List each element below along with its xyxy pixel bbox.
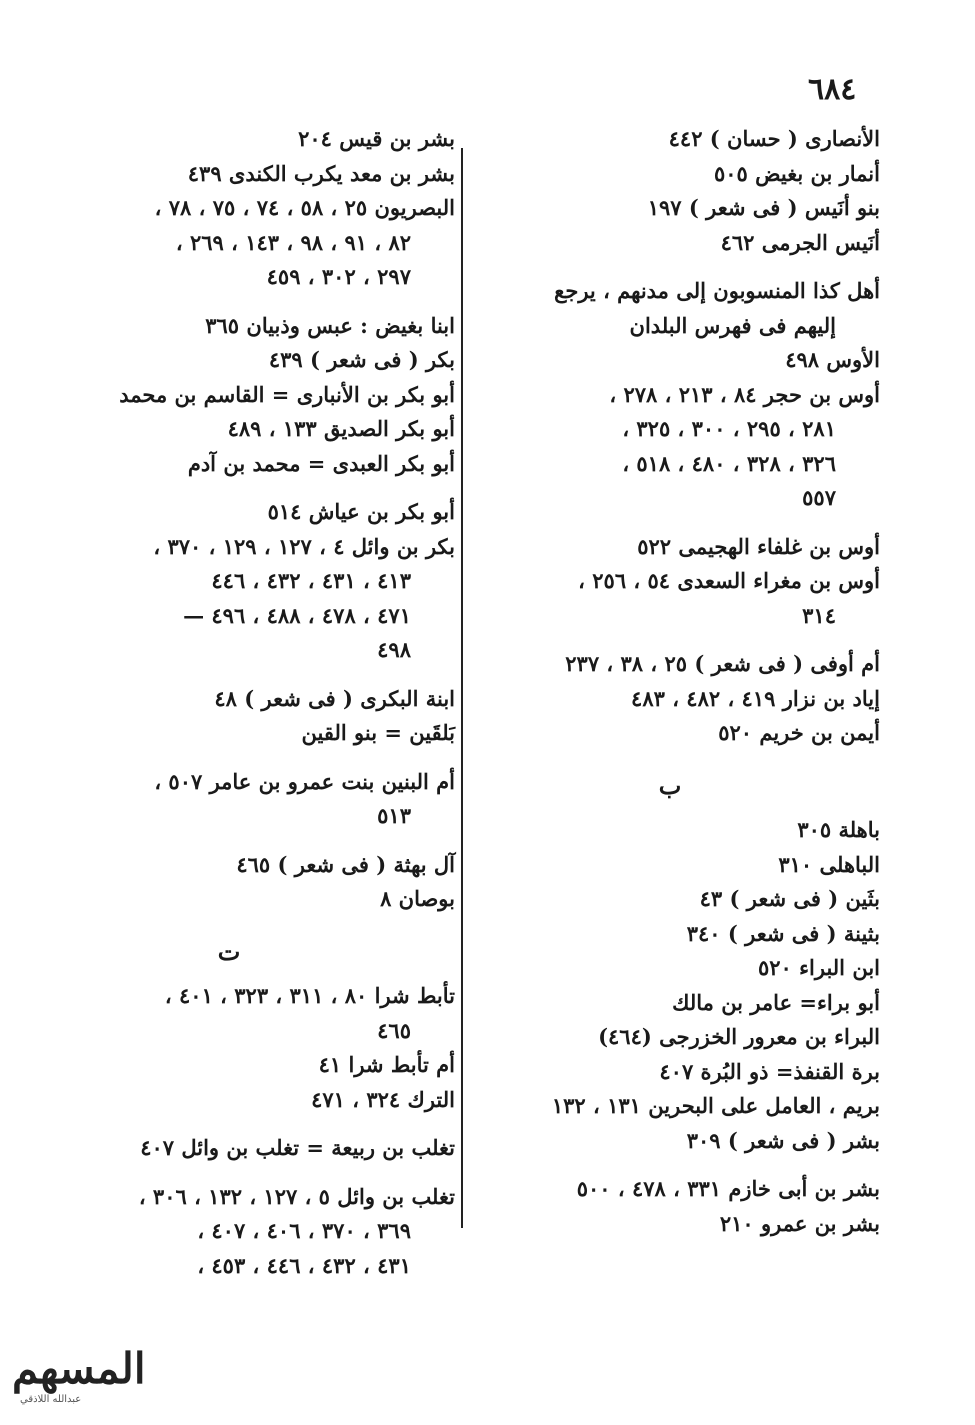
index-entry: ٢٨١ ، ٢٩٥ ، ٣٠٠ ، ٣٢٥ ، — [622, 416, 836, 441]
index-entry: تأبط شرا ٨٠ ، ٣١١ ، ٣٢٣ ، ٤٠١ ، — [164, 983, 455, 1008]
index-entry: ابنة البكرى ( فى شعر ) ٤٨ — [214, 685, 455, 711]
index-entry: آل بهثة ( فى شعر ) ٤٦٥ — [236, 851, 455, 877]
index-entry: ٤٩٨ — [377, 637, 411, 662]
index-entry: إياد بن نزار ٤١٩ ، ٤٨٢ ، ٤٨٣ — [631, 685, 880, 711]
index-entry: أنَيس الجرمى ٤٦٢ — [720, 229, 880, 255]
index-entry: تغلب بن وائل ٥ ، ١٢٧ ، ١٣٢ ، ٣٠٦ ، — [138, 1183, 455, 1209]
index-entry: ٤١٣ ، ٤٣١ ، ٤٣٢ ، ٤٤٦ — [211, 568, 411, 593]
stamp-caption: عبدالله اللاذقي — [20, 1394, 82, 1405]
index-entry: البصريون ٢٥ ، ٥٨ ، ٧٤ ، ٧٥ ، ٧٨ ، — [154, 195, 455, 220]
index-entry: أم البنين بنت عمرو بن عامر ٥٠٧ ، — [154, 768, 455, 794]
index-entry: بَلقَين = بنو القين — [301, 720, 455, 745]
index-entry: بشر بن قيس ٢٠٤ — [298, 126, 455, 151]
index-entry: الترك ٣٢٤ ، ٤٧١ — [311, 1086, 455, 1112]
index-entry: ٣٢٦ ، ٣٢٨ ، ٤٨٠ ، ٥١٨ ، — [622, 450, 836, 476]
index-column-right — [460, 122, 880, 1241]
index-entry: أوس بن مغراء السعدى ٥٤ ، ٢٥٦ ، — [578, 568, 880, 593]
index-entry: بريم ، العامل على البحرين ١٣١ ، ١٣٢ — [551, 1093, 880, 1118]
index-entry: بشر بن أبى خازم ٣٣١ ، ٤٧٨ ، ٥٠٠ — [576, 1176, 880, 1201]
index-entry: ٢٩٧ ، ٣٠٢ ، ٤٥٩ — [266, 264, 411, 289]
column-divider — [461, 148, 463, 1228]
index-entry: تغلب بن ربيعة = تغلب بن وائل ٤٠٧ — [140, 1135, 455, 1160]
index-entry: أم تأبط شرا ٤١ — [318, 1052, 455, 1077]
index-entry: بكر ( فى شعر ) ٤٣٩ — [268, 347, 455, 372]
section-letter: ب — [658, 770, 682, 800]
index-entry: إليهم فى فهرس البلدان — [629, 312, 836, 338]
index-entry: ٣١٤ — [802, 602, 836, 628]
index-entry: أبو بكر بن عياش ٥١٤ — [267, 499, 455, 524]
index-entry: بكر بن وائل ٤ ، ١٢٧ ، ١٢٩ ، ٣٧٠ ، — [153, 533, 455, 559]
index-entry: بثَين ( فى شعر ) ٤٣ — [699, 886, 880, 911]
index-entry: الأوس ٤٩٨ — [785, 347, 880, 372]
index-entry: ٤٦٥ — [377, 1017, 411, 1043]
index-entry: برة القنفذ= ذو البُرة ٤٠٧ — [659, 1058, 880, 1084]
page-number: ٦٨٤ — [808, 72, 857, 107]
index-entry: ٤٣١ ، ٤٣٢ ، ٤٤٦ ، ٤٥٣ ، — [197, 1252, 411, 1278]
index-entry: البراء بن معرور الخزرجى (٤٦٤) — [598, 1024, 880, 1049]
index-entry: ابنا بغيض : عبس وذبيان ٣٦٥ — [205, 312, 455, 338]
index-entry: أوس بن حجر ٨٤ ، ٢١٣ ، ٢٧٨ ، — [609, 381, 880, 407]
index-entry: أبو بكر العبدى = محمد بن آدم — [187, 450, 455, 476]
index-entry: ابن البراء ٥٢٠ — [758, 955, 880, 980]
index-entry: أبو بكر بن الأنبارى = القاسم بن محمد — [119, 381, 455, 407]
index-entry: أوس بن غلفاء الهجيمى ٥٢٢ — [637, 533, 880, 559]
index-entry: ٣٦٩ ، ٣٧٠ ، ٤٠٦ ، ٤٠٧ ، — [197, 1218, 411, 1243]
section-letter: ت — [217, 936, 241, 966]
index-entry: أهل كذا المنسوبون إلى مدنهم ، يرجع — [554, 278, 880, 303]
index-entry: باهلة ٣٠٥ — [797, 817, 880, 842]
index-entry: ٨٢ ، ٩١ ، ٩٨ ، ١٤٣ ، ٢٦٩ ، — [175, 229, 411, 255]
index-entry: بنو أنَيس ( فى شعر ) ١٩٧ — [647, 195, 880, 220]
index-column-left — [3, 122, 455, 1283]
index-entry: أبو براء= عامر بن مالك — [672, 989, 880, 1015]
index-entry: بشر ( فى شعر ) ٣٠٩ — [686, 1127, 880, 1153]
index-entry: الأنصارى ( حسان ) ٤٤٢ — [668, 126, 880, 151]
library-stamp — [12, 1330, 152, 1412]
index-entry: أنمار بن بغيض ٥٠٥ — [713, 160, 880, 186]
stamp-logo-text: المسهم — [12, 1344, 146, 1393]
index-entry: أيمن بن خريم ٥٢٠ — [718, 720, 880, 745]
index-entry: الباهلى ٣١٠ — [778, 851, 880, 877]
index-entry: بشر بن عمرو ٢١٠ — [719, 1210, 880, 1236]
index-entry: أبو بكر الصديق ١٣٣ ، ٤٨٩ — [227, 416, 455, 441]
index-entry: ٤٧١ ، ٤٧٨ ، ٤٨٨ ، ٤٩٦ — — [183, 602, 411, 628]
index-entry: بشر بن معد يكرب الكندى ٤٣٩ — [187, 160, 455, 186]
index-entry: بوصان ٨ — [380, 886, 455, 911]
index-entry: ٥٥٧ — [802, 485, 836, 510]
index-entry: بثينة ( فى شعر ) ٣٤٠ — [686, 920, 880, 946]
index-entry: ٥١٣ — [377, 803, 411, 828]
index-entry: أم أوفى ( فى شعر ) ٢٥ ، ٣٨ ، ٢٣٧ — [565, 651, 880, 676]
